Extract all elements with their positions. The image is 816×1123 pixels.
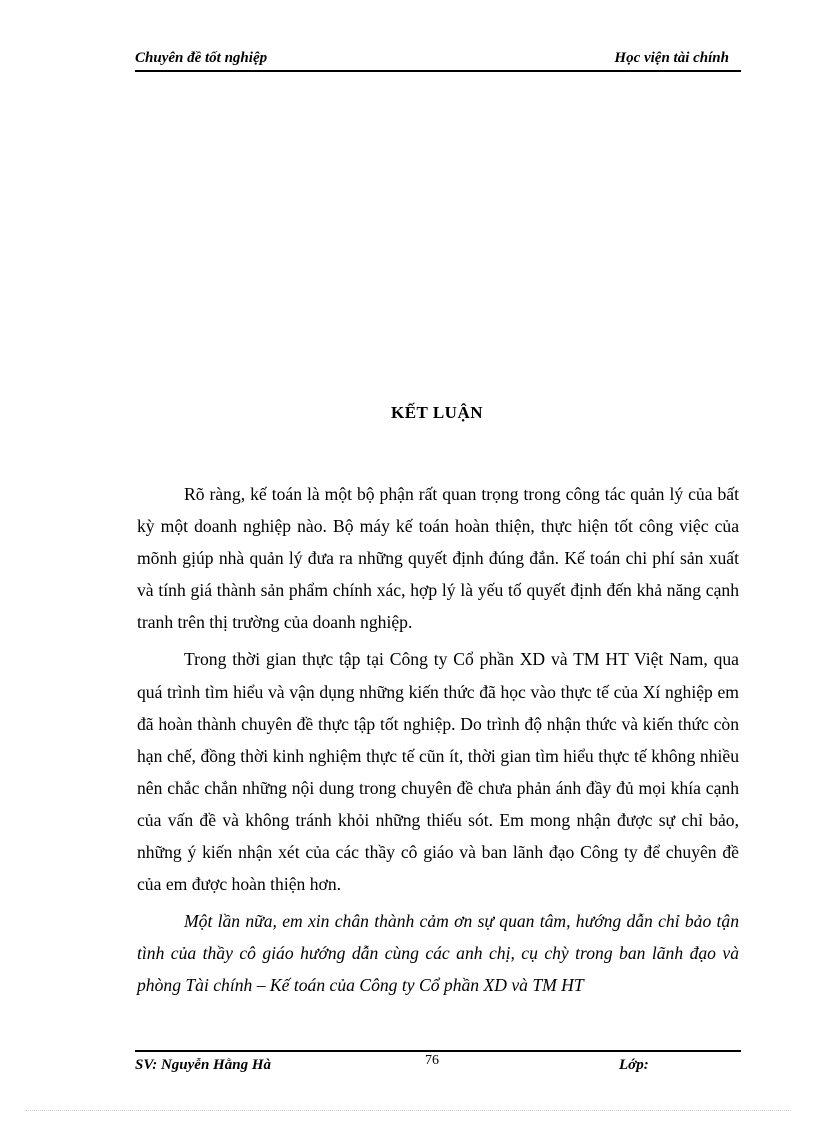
page-header [135,48,741,72]
page-footer [135,1055,741,1079]
footer-class-label: Lớp: [619,1057,649,1073]
header-right-title: Học viện tài chính [614,50,729,66]
paragraph-2: Trong thời gian thực tập tại Công ty Cổ phần XD và TM HT Việt Nam, qua quá trình tìm hiểu và vận dụng những kiến thức đã học vào thực tế của Xí nghiệp em đã hoàn thành chuyên đề thực tập tốt nghiệp. Do trình độ nhận thức và kiến thức còn hạn chế, đồng thời kinh nghiệm thực tế cũn ít, thời gian tìm hiểu thực tế không nhiều nên chắc chắn những nội dung trong chuyên đề chưa phản ánh đầy đủ mọi khía cạnh của vấn đề và không tránh khỏi những thiếu sót. Em mong nhận được sự chỉ bảo, những ý kiến nhận xét của các thầy cô giáo và ban lãnh đạo Công ty để chuyên đề của em được hoàn thiện hơn. [137,649,739,895]
footer-divider [135,1050,741,1052]
page-number: 76 [425,1053,439,1068]
bottom-dotted-divider [25,1110,791,1111]
section-title: KẾT LUẬN [390,403,483,422]
body-text [137,478,739,1007]
paragraph-1: Rõ ràng, kế toán là một bộ phận rất quan trọng trong công tác quản lý của bất kỳ một doanh nghiệp nào. Bộ máy kế toán hoàn thiện, thực hiện tốt công việc của mõnh gịúp nhà quản lý đưa ra những quyết định đúng đắn. Kế toán chi phí sản xuất và tính giá thành sản phẩm chính xác, hợp lý là yếu tố quyết định đến khả năng cạnh tranh trên thị trường của doanh nghiệp. [137,484,739,633]
header-left-title: Chuyên đề tốt nghiệp [135,50,268,66]
paragraph-3: Một lần nữa, em xin chân thành cảm ơn sự quan tâm, hướng dẫn chỉ bảo tận tình của thầy cô giáo hướng dẫn cùng các anh chị, cụ chỳ trong ban lãnh đạo và phòng Tài chính – Kế toán của Công ty Cổ phần XD và TM HT [137,911,739,996]
footer-student-name: SV: Nguyễn Hằng Hà [135,1057,271,1073]
